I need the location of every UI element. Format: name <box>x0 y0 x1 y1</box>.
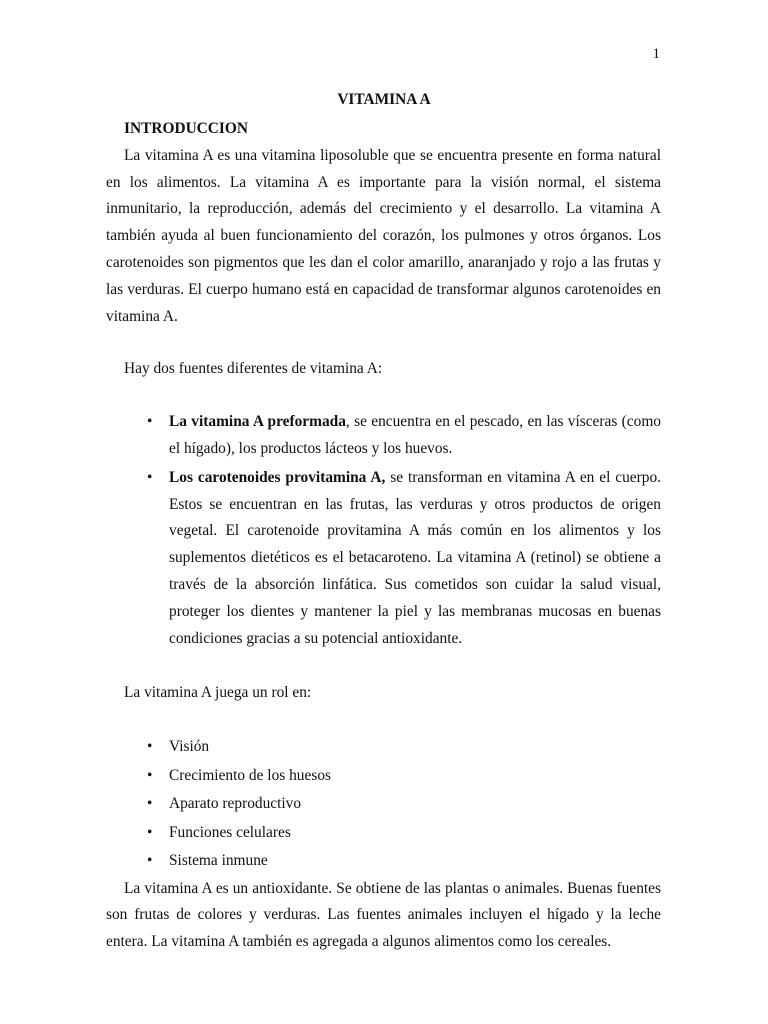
page-number: 1 <box>652 46 660 62</box>
bullet-icon: • <box>147 795 153 813</box>
list-item <box>106 465 661 653</box>
bullet-icon: • <box>147 468 153 486</box>
list-item <box>106 409 661 463</box>
sources-list <box>106 409 661 652</box>
intro-heading: INTRODUCCION <box>124 120 248 137</box>
roles-lead: La vitamina A juega un rol en: <box>124 684 312 702</box>
list-item-text: Crecimiento de los huesos <box>169 766 331 784</box>
list-item-text: Funciones celulares <box>169 823 291 841</box>
list-item <box>106 847 661 876</box>
list-item-text: se transforman en vitamina A en el cuerpo. Estos se encuentran en las frutas, las verduras y otros productos de origen vegetal. El carotenoide provitamina A más común en los alimentos y los suplementos dietéticos es el betacaroteno. La vitamina A (retinol) se obtiene a través de la absorción linfática. Sus cometidos son cuidar la salud visual, proteger los dientes y mantener la piel y las membranas mucosas en buenas condiciones gracias a su potencial antioxidante. <box>169 468 661 647</box>
closing-paragraph: La vitamina A es un antioxidante. Se obtiene de las plantas o animales. Buenas fuentes son frutas de colores y verduras. Las fuentes animales incluyen el hígado y la leche entera. La vitamina A también es agregada a algunos alimentos como los cereales. <box>106 879 661 951</box>
document-title: VITAMINA A <box>337 91 431 108</box>
bullet-icon: • <box>147 738 153 756</box>
sources-lead: Hay dos fuentes diferentes de vitamina A: <box>124 360 383 378</box>
list-item-bold: La vitamina A preformada <box>169 413 346 431</box>
roles-list <box>106 733 661 876</box>
list-item-bold: Los carotenoides provitamina A, <box>169 468 386 486</box>
list-item-text: Sistema inmune <box>169 852 268 870</box>
list-item-text: Visión <box>169 738 210 756</box>
bullet-icon: • <box>147 766 153 784</box>
document-body <box>106 116 661 956</box>
bullet-icon: • <box>147 413 153 431</box>
list-item-text: , se encuentra en el pescado, en las vísceras (como el hígado), los productos lácteos y los huevos. <box>169 413 661 457</box>
bullet-icon: • <box>147 852 153 870</box>
intro-paragraph: La vitamina A es una vitamina liposoluble que se encuentra presente en forma natural en los alimentos. La vitamina A es importante para la visión normal, el sistema inmunitario, la reproducción, además del crecimiento y el desarrollo. La vitamina A también ayuda al buen funcionamiento del corazón, los pulmones y otros órganos. Los carotenoides son pigmentos que les dan el color amarillo, anaranjado y rojo a las frutas y las verduras. El cuerpo humano está en capacidad de transformar algunos carotenoides en vitamina A. <box>106 146 661 325</box>
list-item <box>106 733 661 762</box>
list-item-text: Aparato reproductivo <box>169 795 302 813</box>
list-item <box>106 762 661 791</box>
bullet-icon: • <box>147 823 153 841</box>
list-item <box>106 819 661 848</box>
list-item <box>106 790 661 819</box>
